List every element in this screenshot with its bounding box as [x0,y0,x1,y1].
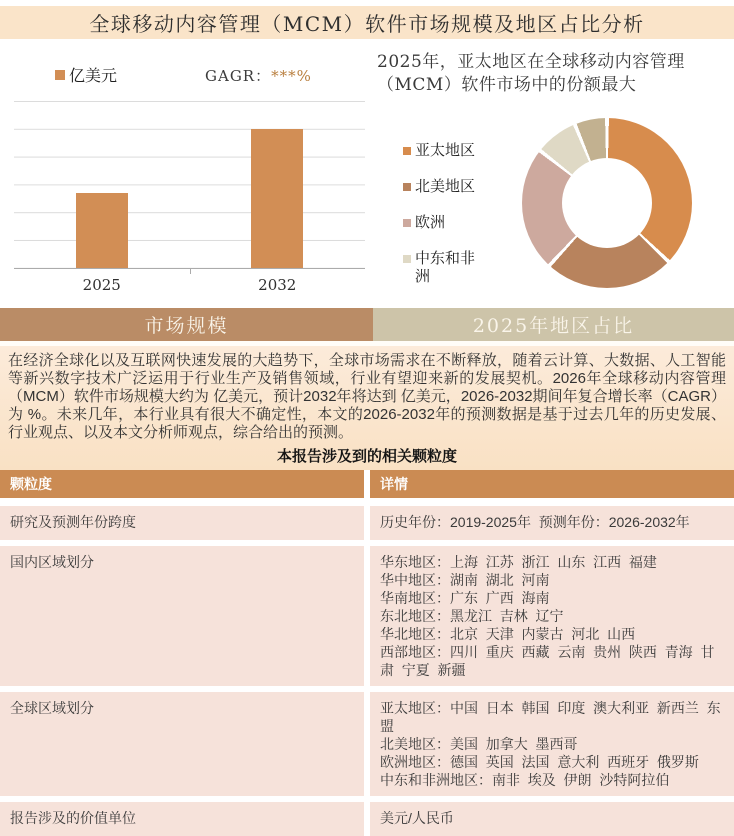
detail-line: 欧洲地区：德国 英国 法国 意大利 西班牙 俄罗斯 [380,754,699,770]
detail-line: 西部地区：四川 重庆 西藏 云南 贵州 陕西 青海 甘肃 宁夏 新疆 [380,644,715,678]
details-cell [370,546,734,686]
granularity-cell: 国内区域划分 [0,546,364,686]
table-body [0,506,734,836]
detail-line: 历史年份：2019-2025年 预测年份：2026-2032年 [380,514,690,530]
donut-chart [522,118,692,288]
header-details: 详情 [370,470,734,498]
page [0,6,734,836]
donut-legend-label: 欧洲 [415,214,446,231]
detail-line: 华南地区：广东 广西 海南 [380,590,550,606]
table-row [0,546,734,686]
table-header-row [0,470,734,498]
table-row [0,506,734,540]
details-cell [370,802,734,836]
legend-swatch-icon [403,219,411,227]
bar-chart-panel [0,39,367,308]
donut-legend-item [403,178,481,196]
donut-legend-label: 北美地区 [415,178,476,195]
cagr-value: ***% [271,67,312,85]
tab-region-share[interactable]: 2025年地区占比 [373,308,734,341]
bar-chart-legend [55,63,117,86]
x-axis-label: 2032 [258,276,297,294]
tab-market-size[interactable]: 市场规模 [0,308,373,341]
page-title: 全球移动内容管理（MCM）软件市场规模及地区占比分析 [0,6,734,39]
legend-label: 亿美元 [69,68,118,85]
header-granularity: 颗粒度 [0,470,364,498]
granularity-cell: 研究及预测年份跨度 [0,506,364,540]
donut-legend-item [403,142,481,160]
donut-legend [403,142,481,286]
donut-legend-label: 中东和非洲 [415,250,476,285]
table-row [0,802,734,836]
bar-chart-plot [14,101,365,269]
donut-chart-panel [367,39,734,308]
detail-line: 东北地区：黑龙江 吉林 辽宁 [380,608,564,624]
cagr-label: GAGR： [205,67,272,85]
granularity-table [0,470,734,836]
legend-swatch-icon [55,70,65,80]
x-axis-labels [14,276,365,294]
donut-headline: 2025年，亚太地区在全球移动内容管理（MCM）软件市场中的份额最大 [377,52,685,95]
granularity-cell: 全球区域划分 [0,692,364,796]
table-title: 本报告涉及到的相关颗粒度 [276,448,457,465]
detail-line: 亚太地区：中国 日本 韩国 印度 澳大利亚 新西兰 东盟 [380,700,721,734]
legend-swatch-icon [403,183,411,191]
detail-line: 华北地区：北京 天津 内蒙古 河北 山西 [380,626,636,642]
detail-line: 华东地区：上海 江苏 浙江 山东 江西 福建 [380,554,657,570]
x-axis-tick [190,268,191,274]
detail-line: 北美地区：美国 加拿大 墨西哥 [380,736,578,752]
charts-row [0,39,734,308]
cagr-annotation [205,65,312,86]
bar-2032 [251,129,303,268]
donut-legend-item [403,250,481,286]
detail-line: 美元/人民币 [380,810,454,826]
donut-legend-label: 亚太地区 [415,142,476,159]
legend-swatch-icon [403,255,411,263]
detail-line: 中东和非洲地区：南非 埃及 伊朗 沙特阿拉伯 [380,772,670,788]
table-row [0,692,734,796]
donut-legend-item [403,214,481,232]
legend-swatch-icon [403,147,411,155]
summary-paragraph: 在经济全球化以及互联网快速发展的大趋势下，全球市场需求在不断释放，随着云计算、大数据、人工智能等新兴数字技术广泛运用于行业生产及销售领域，行业有望迎来新的发展契机。2026年全球移动内容管理（MCM）软件市场规模大约为 亿美元，预计2032年将达到 亿美元，2026-2032期间年复合增长率（CAGR）为 %。未来几年，本行业具有很大不确定性，本文的2026-2032年的预测数据是基于过去几年的历史发展、行业观点、以及本文分析师观点，综合给出的预测。 [8,352,726,441]
x-axis-label: 2025 [82,276,121,294]
bar-2025 [76,193,128,268]
details-cell [370,506,734,540]
section-tabs [0,308,734,341]
summary-section [0,346,734,470]
detail-line: 华中地区：湖南 湖北 河南 [380,572,550,588]
granularity-cell: 报告涉及的价值单位 [0,802,364,836]
details-cell [370,692,734,796]
